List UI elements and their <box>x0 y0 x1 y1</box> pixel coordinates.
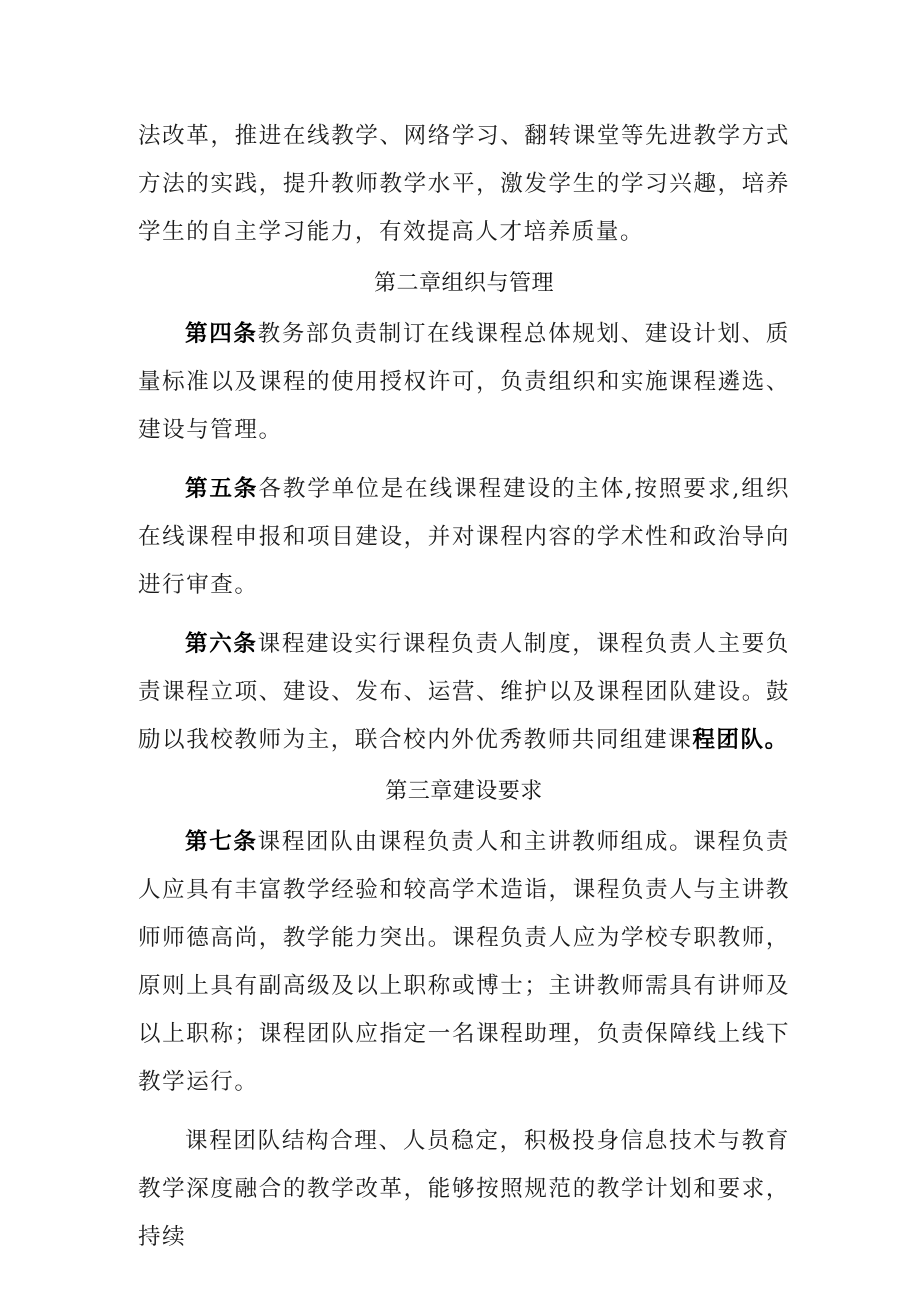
article-7-paragraph <box>138 818 790 1106</box>
article-7-label: 第七条 <box>185 829 258 855</box>
article-5-paragraph <box>138 465 790 609</box>
article-7-text: 课程团队由课程负责人和主讲教师组成。课程负责人应具有丰富教学经验和较高学术造诣，课程负责人与主讲教师师德高尚，教学能力突出。课程负责人应为学校专职教师，原则上具有副高级及以上职称或博士；主讲教师需具有讲师及以上职称；课程团队应指定一名课程助理，负责保障线上线下教学运行。 <box>138 829 790 1095</box>
article-6-label: 第六条 <box>185 631 258 657</box>
article-5-text: 各教学单位是在线课程建设的主体,按照要求,组织在线课程申报和项目建设，并对课程内容的学术性和政治导向进行审查。 <box>138 476 790 598</box>
chapter-3-heading: 第三章建设要求 <box>385 779 543 804</box>
article-4-label: 第四条 <box>185 321 258 347</box>
document-body <box>138 112 790 1261</box>
intro-text: 法改革，推进在线教学、网络学习、翻转课堂等先进教学方式方法的实践，提升教师教学水平，激发学生的学习兴趣，培养学生的自主学习能力，有效提高人才培养质量。 <box>138 123 790 245</box>
article-5-label: 第五条 <box>185 476 259 502</box>
team-text: 课程团队结构合理、人员稳定，积极投身信息技术与教育教学深度融合的教学改革，能够按照规范的教学计划和要求，持续 <box>138 1128 790 1250</box>
article-6-paragraph <box>138 620 790 764</box>
chapter-2-heading: 第二章组织与管理 <box>373 271 554 296</box>
article-6-bold-tail: 程团队。 <box>692 727 789 753</box>
intro-paragraph <box>138 112 790 256</box>
article-4-paragraph <box>138 310 790 454</box>
article-6-text: 课程建设实行课程负责人制度，课程负责人主要负责课程立项、建设、发布、运营、维护以及课程团队建设。鼓励以我校教师为主，联合校内外优秀教师共同组建课 <box>138 631 790 753</box>
team-paragraph <box>138 1117 790 1261</box>
article-4-text: 教务部负责制订在线课程总体规划、建设计划、质量标准以及课程的使用授权许可，负责组织和实施课程遴选、建设与管理。 <box>138 321 790 443</box>
